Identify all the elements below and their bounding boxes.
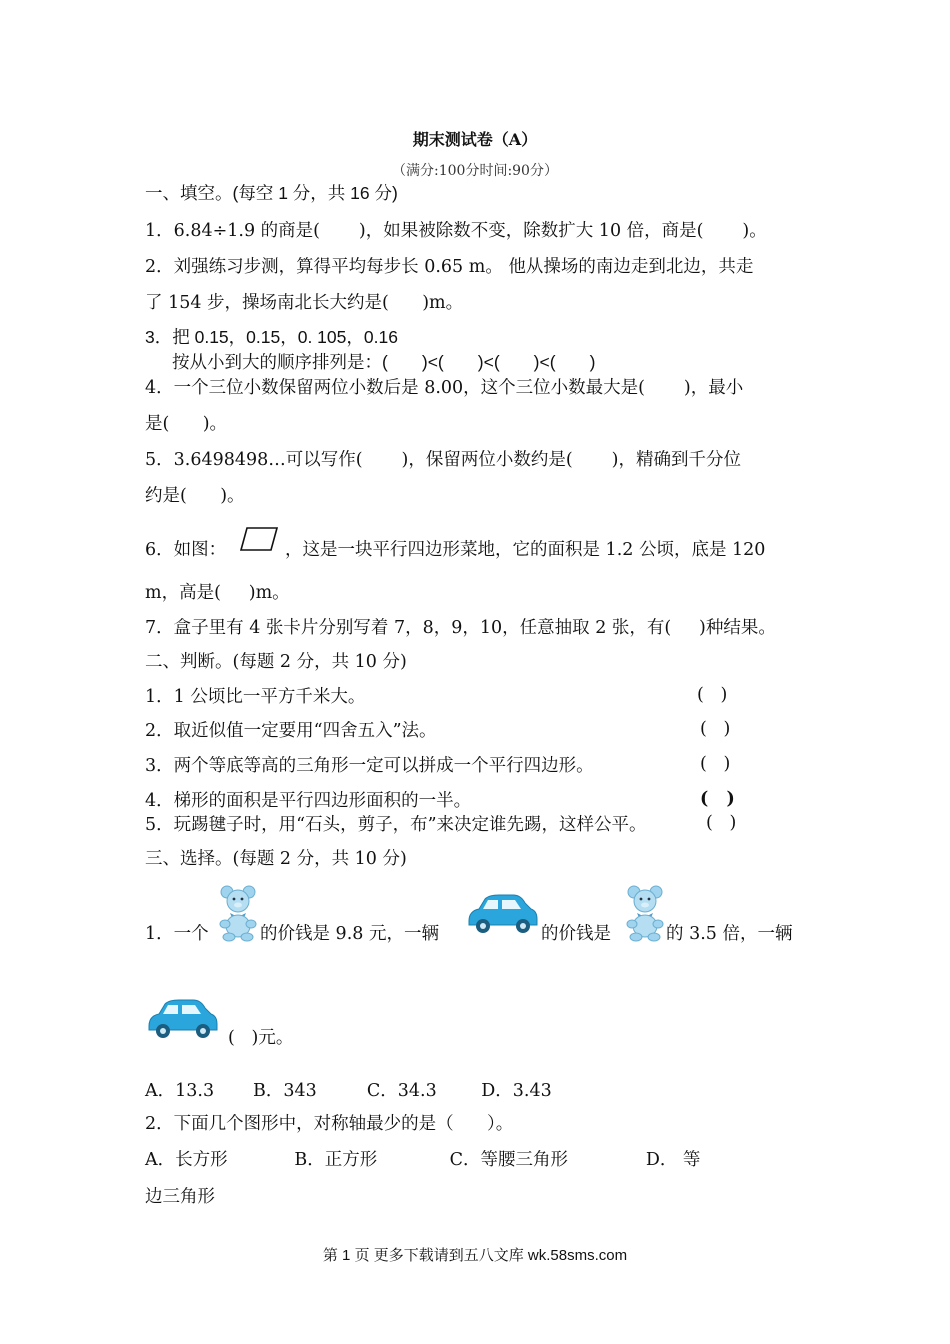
question-3-line-2: 按从小到大的顺序排列是：( )<( )<( )<( ) bbox=[172, 352, 596, 372]
judge-item-2: 2．取近似值一定要用“四舍五入”法。 bbox=[145, 721, 437, 741]
judge-answer-5: ( ) bbox=[706, 813, 737, 833]
judge-answer-2: ( ) bbox=[700, 719, 731, 739]
teddy-bear-icon bbox=[217, 884, 259, 942]
choice-1-seg-3: 的价钱是 bbox=[541, 924, 611, 944]
page-subtitle: （满分:100分时间:90分） bbox=[392, 163, 558, 179]
section-heading-choice: 三、选择。(每题 2 分，共 10 分) bbox=[145, 849, 407, 869]
question-4-line-2: 是( )。 bbox=[145, 414, 228, 434]
judge-item-4: 4．梯形的面积是平行四边形面积的一半。 bbox=[145, 791, 472, 811]
section-heading-fill: 一、填空。(每空 1 分，共 16 分) bbox=[145, 183, 398, 203]
judge-item-5: 5．玩踢毽子时，用“石头，剪子，布”来决定谁先踢，这样公平。 bbox=[145, 815, 647, 835]
judge-item-3: 3．两个等底等高的三角形一定可以拼成一个平行四边形。 bbox=[145, 756, 594, 776]
question-2-line-2: 了 154 步，操场南北长大约是( )m。 bbox=[145, 293, 464, 313]
question-6-line-2: m，高是( )m。 bbox=[145, 583, 290, 603]
choice-1-seg-2: 的价钱是 9.8 元，一辆 bbox=[260, 924, 439, 944]
choice-1-options: A．13.3 B．343 C．34.3 D．3.43 bbox=[145, 1081, 552, 1101]
section-heading-judge: 二、判断。(每题 2 分，共 10 分) bbox=[145, 652, 407, 672]
judge-answer-3: ( ) bbox=[700, 754, 731, 774]
question-1: 1．6.84÷1.9 的商是( )，如果被除数不变，除数扩大 10 倍，商是( )。 bbox=[145, 221, 767, 241]
choice-2-options-cont: 边三角形 bbox=[145, 1187, 215, 1207]
page-footer: 第 1 页 更多下载请到五八文库 wk.58sms.com bbox=[322, 1247, 628, 1264]
choice-2-options: A．长方形 B．正方形 C．等腰三角形 D． 等 bbox=[145, 1150, 701, 1170]
question-3-line-1: 3．把 0.15，0.15，0. 105，0.16 bbox=[145, 327, 398, 347]
page-title: 期末测试卷（A） bbox=[412, 130, 538, 149]
question-6-prefix: 6．如图： bbox=[145, 540, 227, 560]
question-5-line-2: 约是( )。 bbox=[145, 486, 245, 506]
choice-1-seg-4: 的 3.5 倍，一辆 bbox=[666, 924, 793, 944]
teddy-bear-icon bbox=[624, 884, 666, 942]
judge-answer-1: ( ) bbox=[697, 685, 728, 705]
judge-answer-4: ( ) bbox=[700, 789, 735, 809]
question-2-line-1: 2．刘强练习步测，算得平均每步长 0.65 m。 他从操场的南边走到北边，共走 bbox=[145, 257, 754, 277]
choice-2: 2．下面几个图形中，对称轴最少的是（ ）。 bbox=[145, 1114, 514, 1134]
car-icon bbox=[145, 996, 219, 1042]
question-5-line-1: 5．3.6498498…可以写作( )，保留两位小数约是( )，精确到千分位 bbox=[145, 450, 741, 470]
question-6-line-1: ，这是一块平行四边形菜地，它的面积是 1.2 公顷，底是 120 bbox=[285, 540, 766, 560]
judge-item-1: 1．1 公顷比一平方千米大。 bbox=[145, 687, 366, 707]
question-7: 7．盒子里有 4 张卡片分别写着 7，8，9，10，任意抽取 2 张，有( )种结果。 bbox=[145, 618, 776, 638]
car-icon bbox=[465, 891, 539, 937]
parallelogram-figure bbox=[232, 524, 280, 554]
choice-1-seg-5: ( )元。 bbox=[228, 1028, 294, 1048]
question-4-line-1: 4．一个三位小数保留两位小数后是 8.00，这个三位小数最大是( )，最小 bbox=[145, 378, 744, 398]
choice-1-seg-1: 1．一个 bbox=[145, 924, 209, 944]
